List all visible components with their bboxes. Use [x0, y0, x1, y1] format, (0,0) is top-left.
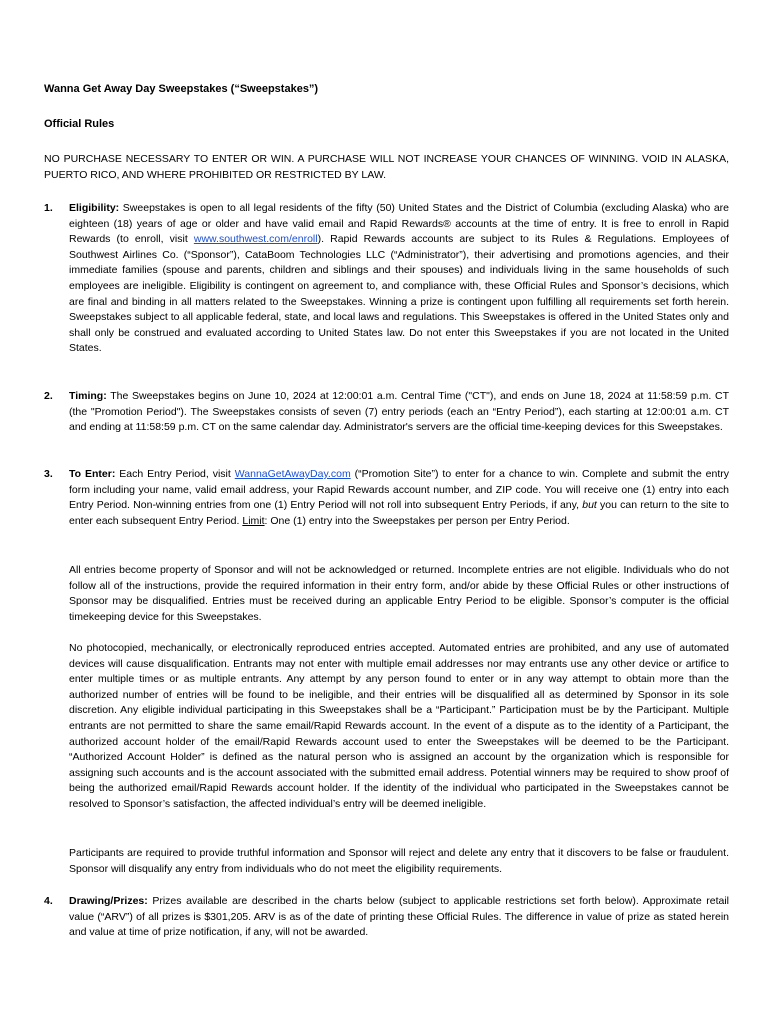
section-text: ). Rapid Rewards accounts are subject to its Rules & Regulations. Employees of Southwest Airlines Co. (“Sponsor”), CataBoom Technologies LLC (“Administrator”), their advertising and promotions agencies, and their immediate families (spouse and parents, children and siblings and their spouses) and individuals living in the same households of such employees are ineligible. Eligibility is contingent on agreement to, and compliance with, these Official Rules and Sponsor’s decisions, which are final and binding in all matters related to the Sweepstakes. Winning a prize is contingent upon fulfilling all requirements set forth herein. Sweepstakes subject to all applicable federal, state, and local laws and regulations. This Sweepstakes is offered in the United States only and shall only be construed and evaluated according to United States law. Do not enter this Sweepstakes if you are not located in the United States.: [69, 233, 729, 355]
section-body: [69, 894, 729, 941]
section-text: Prizes available are described in the charts below (subject to applicable restrictions set forth below). Approximate retail value (“ARV”) of all prizes is $301,205. ARV is as of the date of printing these Official Rules. The difference in value of prize as stated herein and value at time of prize notification, if any, will not be awarded.: [69, 895, 729, 939]
emphasis-text: but: [582, 499, 597, 512]
section-eligibility: [44, 201, 729, 357]
section-text: you can return to the site to enter each subsequent Entry Period.: [69, 499, 729, 527]
section-heading: Drawing/Prizes:: [69, 895, 148, 907]
section-body: [69, 467, 729, 529]
section-text: Sweepstakes is open to all legal residents of the fifty (50) United States and the District of Columbia (excluding Alaska) who are eighteen (18) years of age or older and have valid email and Rapid Rewards® accounts at the time of entry. It is free to enroll in Rapid Rewards (to enroll, visit: [69, 202, 729, 246]
document-subtitle: Official Rules: [44, 118, 115, 130]
section-text: The Sweepstakes begins on June 10, 2024 at 12:00:01 a.m. Central Time ("CT"), and ends on June 18, 2024 at 11:58:59 p.m. CT (the "Promotion Period"). The Sweepstakes consists of seven (7) entry periods (each an “Entry Period”), each starting at 12:00:01 a.m. CT and ending at 11:58:59 p.m. CT on the same calendar day. Administrator's servers are the official time-keeping devices for this Sweepstakes.: [69, 390, 729, 434]
section-heading: Eligibility:: [69, 202, 120, 214]
section-number: 3.: [44, 468, 53, 480]
section-heading: Timing:: [69, 390, 107, 402]
enroll-link[interactable]: www.southwest.com/enroll: [193, 233, 318, 246]
paragraph-no-photocopied: No photocopied, mechanically, or electronically reproduced entries accepted. Automated entries are prohibited, and any use of automated devices will cause disqualification. Entrants may not enter with multiple email addresses nor may entrants use any other device or artifice to enter multiple times or as multiple entrants. Any attempt by any person found to enter or in any way attempt to obtain more than the authorized number of entries will be found to be ineligible, and their entries will be disqualified all as determined by Sponsor in its sole discretion. Any eligible individual participating in this Sweepstakes shall be a “Participant.” Participation must be by the Participant. Multiple entrants are not permitted to share the same email/Rapid Rewards account. In the event of a dispute as to the identity of a Participant, the authorized account holder of the email/Rapid Rewards account used to enter the Sweepstakes will be deemed to be the Participant. “Authorized Account Holder” is defined as the natural person who is assigned an account by the organization which is responsible for assigning such accounts and is the account associated with the submitted email address. Potential winners may be required to show proof of being the authorized email/Rapid Rewards account holder. If the identity of the individual who participated in the Sweepstakes cannot be resolved to Sponsor’s satisfaction, the affected individual’s entry will be deemed ineligible.: [69, 642, 729, 810]
section-text: (“Promotion Site”) to enter for a chance to win. Complete and submit the entry form including your name, valid email address, your Rapid Rewards account number, and ZIP code. You will receive one (1) entry into each Entry Period. Non-winning entries from one (1) Entry Period will not roll into subsequent Entry Periods, if any,: [69, 468, 729, 512]
section-drawing-prizes: [44, 894, 729, 941]
section-number: 1.: [44, 202, 53, 214]
section-body: [69, 389, 729, 436]
paragraph-entries-property: All entries become property of Sponsor and will not be acknowledged or returned. Incomplete entries are not eligible. Individuals who do not follow all of the instructions, provide the required information in their entry form, and/or abide by these Official Rules or other instructions of Sponsor may be disqualified. Entries must be received during an applicable Entry Period to be eligible. Sponsor’s computer is the official timekeeping device for this Sweepstakes.: [69, 564, 729, 623]
section-body: [69, 201, 729, 357]
no-purchase-notice: NO PURCHASE NECESSARY TO ENTER OR WIN. A PURCHASE WILL NOT INCREASE YOUR CHANCES OF WINNING. VOID IN ALASKA, PUERTO RICO, AND WHERE PROHIBITED OR RESTRICTED BY LAW.: [44, 153, 729, 181]
section-number: 4.: [44, 895, 53, 907]
document-title: Wanna Get Away Day Sweepstakes (“Sweepstakes”): [44, 83, 319, 95]
section-to-enter: [44, 467, 729, 529]
section-heading: To Enter:: [69, 468, 116, 480]
limit-label: Limit: [242, 514, 265, 527]
section-number: 2.: [44, 390, 53, 402]
section-text: : One (1) entry into the Sweepstakes per person per Entry Period.: [264, 514, 570, 527]
promotion-site-link[interactable]: WannaGetAwayDay.com: [234, 468, 351, 480]
paragraph-truthful-info: Participants are required to provide truthful information and Sponsor will reject and delete any entry that it discovers to be false or fraudulent. Sponsor will disqualify any entry from individuals who do not meet the eligibility requirements.: [69, 847, 729, 875]
section-timing: [44, 389, 729, 436]
section-text: Each Entry Period, visit: [115, 468, 235, 480]
